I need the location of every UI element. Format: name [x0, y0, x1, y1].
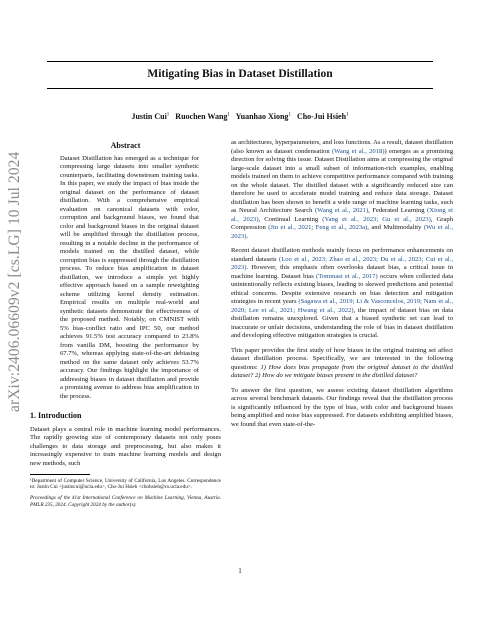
intro-paragraph: Recent dataset distillation methods mainly focus on performance enhancements on standard datasets (Loo et al., 2023; Zhao et al., 2023; Du et al., 2023; Cui et al., 2023). However, this emphasis often overlooks dataset bias, a critical issue in machine learning. Dataset bias (Tommasi et al., 2017) occurs when collected data unintentionally reflects existing biases, leading to skewed predictions and potential ethical concerns. Despite extensive research on bias detection and mitigation strategies in recent years (Sagawa et al., 2019; Li & Vasconcelos, 2019; Nam et al., 2020; Lee et al., 2021; Hwang et al., 2022), the impact of dataset bias on data distillation remains unexplored. Given that a biased synthetic set can lead to inaccurate or unfair decisions, understanding the role of bias in dataset distillation and developing effective mitigation strategies is crucial. [231, 247, 454, 339]
author-name: Cho-Jui Hsieh [296, 112, 347, 121]
author-list [47, 112, 433, 121]
abstract-heading: Abstract [110, 141, 141, 150]
author-name: Justin Cui [131, 112, 167, 121]
page-number: 1 [238, 567, 242, 575]
citation-link[interactable]: (Sagawa et al., 2019; Li & Vasconcelos, 2019; Nam et al., 2020; Lee et al., 2021; Hwang et al., 2022) [231, 298, 454, 314]
affiliation-mark: 1 [288, 112, 291, 118]
citation-link[interactable]: (Yang et al., 2023; Gu et al., 2023) [322, 215, 431, 223]
affiliation-mark: 1 [227, 112, 230, 118]
author-name: Ruochen Wang [175, 112, 228, 121]
left-column [30, 140, 221, 508]
footnote-rule [30, 474, 90, 475]
intro-paragraph: This paper provides the first study of how biases in the original training set affect dataset distillation process. Specifically, we are interested in the following questions: 1) How does bias propagate from the original dataset to the distilled dataset? 2) How do we mitigate biases present in the distilled dataset? [231, 346, 454, 379]
citation-link[interactable]: (Wu et al., 2023) [231, 224, 453, 240]
intro-paragraph: as architectures, hyperparameters, and loss functions. As a result, dataset distillation (also known as dataset condensation (Wang et al., 2018)) emerges as a promising direction for solving this issue. Dataset Distillation aims at compressing the original large-scale dataset into a small subset of information-rich examples, enabling models trained on them to achieve competitive performance compared with training on the whole dataset. The distilled dataset with a significantly reduced size can therefore be used to accelerate model training and reduce data storage. Dataset distillation has been shown to benefit a wide range of machine learning tasks, such as Neural Architecture Search (Wang et al., 2021), Federated Learning (Xiong et al., 2023), Continual Learning (Yang et al., 2023; Gu et al., 2023), Graph Compression (Jin et al., 2021; Feng et al., 2023a), and Multimodality (Wu et al., 2023). [231, 139, 453, 240]
right-column [231, 139, 453, 435]
citation-link[interactable]: (Tommasi et al., 2017) [316, 272, 378, 280]
research-questions: 1) How does bias propagate from the original dataset to the distilled dataset? 2) How do we mitigate biases present in the distilled dataset? [231, 363, 454, 379]
arxiv-stamp: arXiv:2406.06609v2 [cs.LG] 10 Jul 2024 [6, 151, 23, 412]
citation-link[interactable]: (Xiong et al., 2023) [231, 207, 453, 223]
paper-title: Mitigating Bias in Dataset Distillation [147, 68, 333, 80]
section-heading-introduction: 1. Introduction [30, 411, 82, 420]
intro-paragraph: To answer the first question, we assess existing dataset distillation algorithms across several benchmark datasets. Our findings reveal that the distillation process is significantly influenced by the type of bias, with color and background biases being amplified and noise bias suppressed. For datasets exhibiting amplified biases, we found that even state-of-the- [231, 386, 453, 428]
title-bottom-rule [47, 88, 433, 89]
citation-link[interactable]: (Loo et al., 2023; Zhao et al., 2023; Du et al., 2023; Cui et al., 2023) [231, 255, 453, 271]
affiliation-mark: 1 [346, 112, 349, 118]
intro-paragraph: Dataset plays a central role in machine learning model performances. The rapidly growing size of contemporary datasets not only poses challenges to data storage and preprocessing, but also makes it increasingly expensive to train machine learning models and design new methods, such [30, 425, 221, 467]
citation-link[interactable]: (Jin et al., 2021; Feng et al., 2023a) [268, 224, 368, 231]
author-name: Yuanhao Xiong [235, 112, 289, 121]
affiliation-mark: 1 [166, 112, 170, 118]
citation-link[interactable]: (Wang et al., 2021) [314, 207, 369, 214]
citation-link[interactable]: (Wang et al., 2018) [331, 147, 385, 155]
affiliation-footnote: ¹Department of Computer Science, University of California, Los Angeles. Correspondence to: Justin Cui <justincui@ucla.edu>, Cho-Jui Hsieh <chohsieh@cs.ucla.edu>. [30, 477, 221, 491]
abstract-text: Dataset Distillation has emerged as a technique for compressing large datasets into smaller synthetic counterparts, facilitating downstream training tasks. In this paper, we study the impact of bias inside the original dataset on the performance of dataset distillation. With a comprehensive empirical evaluation on canonical datasets with color, corruption and background biases, we found that color and background biases in the original dataset will be amplified through the distillation process, resulting in a notable decline in the performance of models trained on the distilled dataset, while corruption bias is suppressed through the distillation process. To reduce bias amplification in dataset distillation, we introduce a simple yet highly effective approach based on a sample reweighting scheme utilizing kernel density estimation. Empirical results on multiple real-world and synthetic datasets demonstrate the effectiveness of the proposed method. Notably, on CMNIST with 5% bias-conflict ratio and IPC 50, our method achieves 91.5% test accuracy compared to 23.8% from vanilla DM, boosting the performance by 67.7%, whereas applying state-of-the-art debiasing method on the same dataset only achieves 53.7% accuracy. Our findings highlight the importance of addressing biases in dataset distillation and provide a promising avenue to address bias amplification in the process. [60, 154, 199, 400]
proceedings-note: Proceedings of the 41st International Conference on Machine Learning, Vienna, Austria. PMLR 235, 2024. Copyright 2024 by the author(s). [30, 494, 221, 508]
title-top-rule [47, 61, 433, 62]
